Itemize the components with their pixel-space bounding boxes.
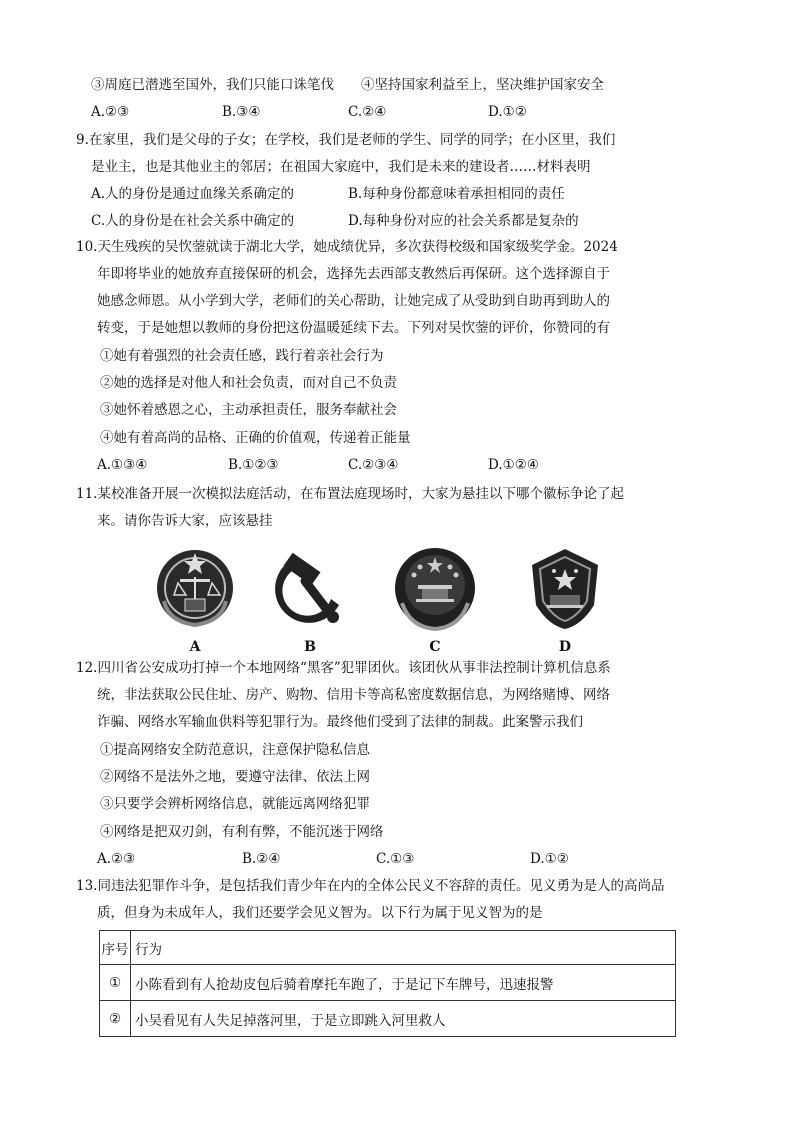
emblem-label-b: B [304, 639, 316, 655]
q10-stem-line-4: 转变，于是她想以教师的身份把这份温暖延续下去。下列对吴忺蓥的评价，你赞同的有 [97, 320, 610, 336]
q10-statement-1: ①她有着强烈的社会责任感，践行着亲社会行为 [100, 348, 384, 364]
table-cell-behavior: 小陈看到有人抢劫皮包后骑着摩托车跑了，于是记下车牌号，迅速报警 [131, 965, 676, 1001]
procuratorate-emblem-icon [520, 543, 610, 633]
q12-statement-1: ①提高网络安全防范意识，注意保护隐私信息 [100, 742, 370, 758]
q8-option-b: B.③④ [222, 104, 261, 120]
q10-statement-3: ③她怀着感恩之心，主动承担责任，服务奉献社会 [100, 402, 397, 418]
q8-option-d: D.①② [488, 104, 527, 120]
q10-option-a: A.①③④ [97, 457, 148, 473]
q9-option-c: C.人的身份是在社会关系中确定的 [91, 213, 295, 229]
emblem-label-c: C [429, 639, 441, 655]
table-cell-behavior: 小吴看见有人失足掉落河里，于是立即跳入河里救人 [131, 1001, 676, 1037]
q11-stem-line-2: 来。请你告诉大家，应该悬挂 [97, 513, 273, 529]
q12-option-a: A.②③ [97, 851, 136, 867]
q12-statement-4: ④网络是把双刃剑，有利有弊，不能沉迷于网络 [100, 824, 384, 840]
q13-stem-line-2: 质，但身为未成年人，我们还要学会见义智为。以下行为属于见义智为的是 [97, 905, 543, 921]
table-cell-number: ② [100, 1001, 131, 1037]
q9-stem-line-1: 9.在家里，我们是父母的子女；在学校，我们是老师的学生、同学的同学；在小区里，我们 [76, 132, 616, 148]
q10-option-c: C.②③④ [348, 457, 399, 473]
party-emblem-icon [265, 543, 355, 633]
q10-statement-2: ②她的选择是对他人和社会负责，而对自己不负责 [100, 375, 397, 391]
emblem-label-d: D [558, 639, 572, 655]
q12-stem-line-1: 12.四川省公安成功打掉一个本地网络“黑客”犯罪团伙。该团伙从事非法控制计算机信息系 [76, 660, 611, 676]
q10-stem-line-1: 10.天生残疾的吴忺蓥就读于湖北大学，她成绩优异，多次获得校级和国家级奖学金。2024 [76, 239, 618, 255]
court-emblem-icon [150, 543, 240, 633]
q12-statement-3: ③只要学会辨析网络信息，就能远离网络犯罪 [100, 796, 370, 812]
q10-statement-4: ④她有着高尚的品格、正确的价值观，传递着正能量 [100, 430, 411, 446]
table-cell-number: ① [100, 965, 131, 1001]
q12-option-d: D.①② [530, 851, 569, 867]
q13-stem-line-1: 13.同违法犯罪作斗争，是包括我们青少年在内的全体公民义不容辞的责任。见义勇为是人的高尚品 [76, 878, 665, 894]
q10-stem-line-2: 年即将毕业的她放弃直接保研的机会，选择先去西部支教然后再保研。这个选择源自于 [97, 266, 610, 282]
q12-stem-line-3: 诈骗、网络水军输血供料等犯罪行为。最终他们受到了法律的制裁。此案警示我们 [97, 714, 583, 730]
q9-stem-line-2: 是业主，也是其他业主的邻居；在祖国大家庭中，我们是未来的建设者……材料表明 [91, 159, 591, 175]
emblem-label-a: A [189, 639, 201, 655]
table-row [100, 965, 676, 1001]
national-emblem-icon [390, 543, 480, 633]
emblem-option-b [265, 543, 355, 655]
q12-option-b: B.②④ [242, 851, 281, 867]
emblem-options [150, 543, 620, 655]
q10-option-b: B.①②③ [228, 457, 279, 473]
q8-option-a: A.②③ [91, 104, 130, 120]
table-header-behavior: 行为 [131, 931, 676, 965]
q9-option-a: A.人的身份是通过血缘关系确定的 [91, 186, 295, 202]
q12-option-c: C.①③ [376, 851, 415, 867]
table-header-row [100, 931, 676, 965]
q8-statement-line: ③周庭已潜逃至国外，我们只能口诛笔伐 ④坚持国家利益至上，坚决维护国家安全 [91, 77, 604, 93]
emblem-option-c [390, 543, 480, 655]
table-row [100, 1001, 676, 1037]
q10-option-d: D.①②④ [488, 457, 539, 473]
q9-option-b: B.每种身份都意味着承担相同的责任 [348, 186, 565, 202]
behavior-table [99, 930, 676, 1037]
q8-option-c: C.②④ [348, 104, 387, 120]
q12-stem-line-2: 统，非法获取公民住址、房产、购物、信用卡等高私密度数据信息，为网络赌博、网络 [97, 687, 610, 703]
q12-statement-2: ②网络不是法外之地，要遵守法律、依法上网 [100, 769, 370, 785]
q9-option-d: D.每种身份对应的社会关系都是复杂的 [348, 213, 579, 229]
q11-stem-line-1: 11.某校准备开展一次模拟法庭活动，在布置法庭现场时，大家为悬挂以下哪个徽标争论了起 [76, 486, 624, 502]
table-header-number: 序号 [100, 931, 131, 965]
emblem-option-a [150, 543, 240, 655]
emblem-option-d [520, 543, 610, 655]
q10-stem-line-3: 她感念师恩。从小学到大学，老师们的关心帮助，让她完成了从受助到自助再到助人的 [97, 293, 610, 309]
